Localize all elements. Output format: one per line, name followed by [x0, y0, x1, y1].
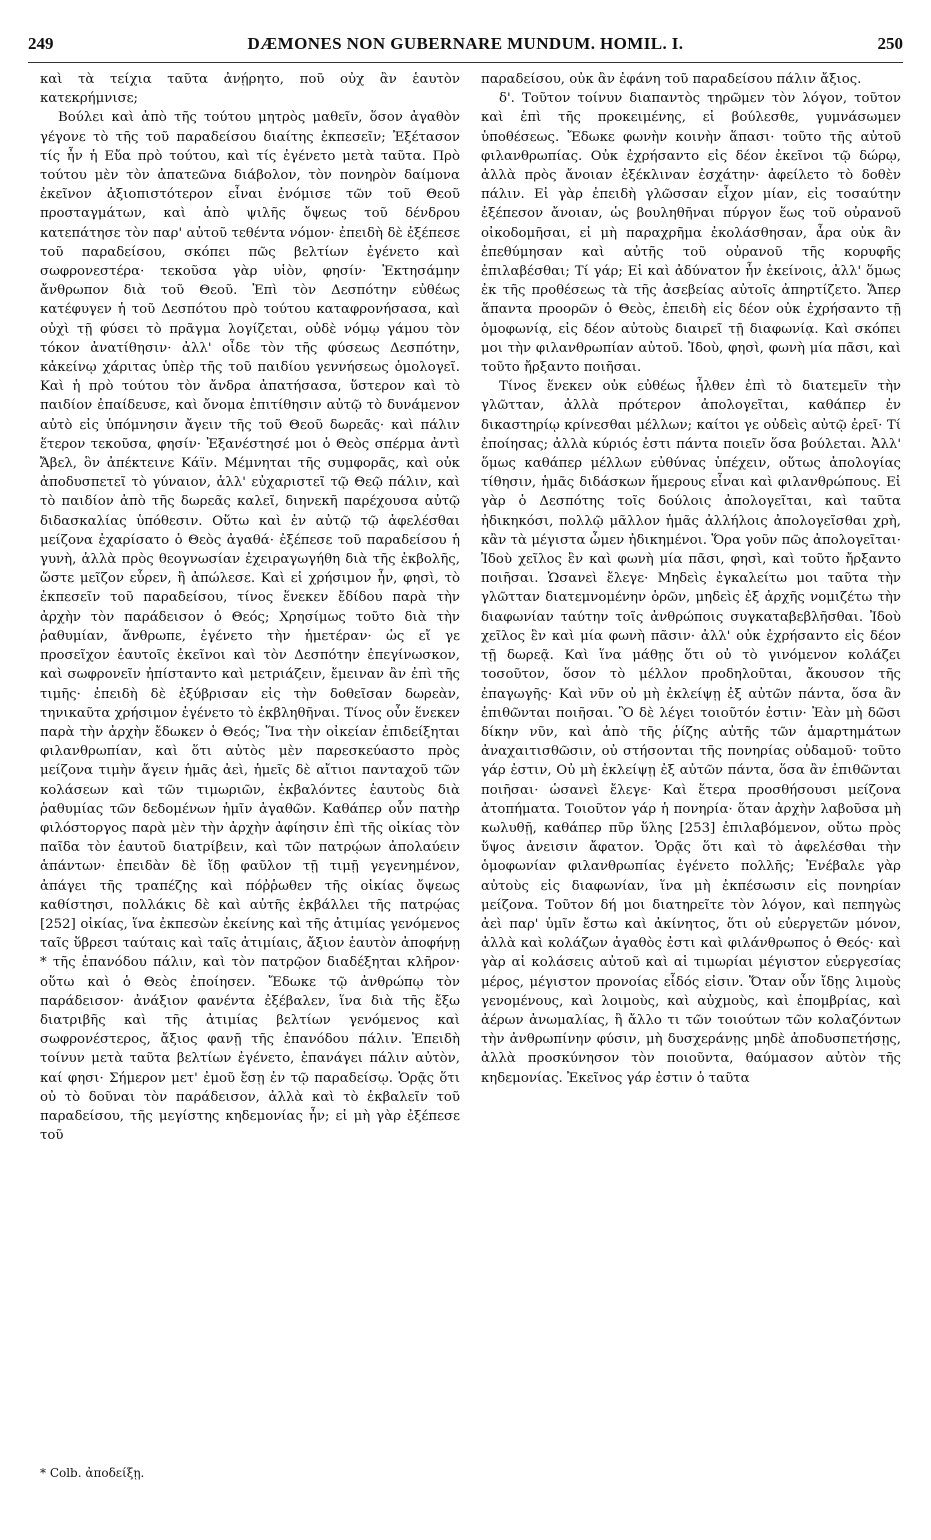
paragraph: Βούλει καὶ ἀπὸ τῆς τούτου μητρὸς μαθεῖν, ὅσον ἀγαθὸν γέγονε τὸ τῆς τοῦ παραδείσου διαίτης ἐκπεσεῖν; Ἐξέτασον τίς ἦν ἡ Εὔα πρὸ τούτου, καὶ τίς ἐγένετο μετὰ ταῦτα. Πρὸ τούτου μὲν τὸν ἀπατεῶνα διάβολον, τὸν πονηρὸν δαίμονα ἐκεῖνον ἀξιοπιστότερον εἶναι ἐνόμισε τῶν τοῦ Θεοῦ προσταγμάτων, καὶ ἀπὸ ψιλῆς ὄψεως τοῦ δένδρου κατεπάτησε τὸν παρ' αὐτοῦ τεθέντα νόμον· ἐπειδὴ δὲ ἐξέπεσε τοῦ παραδείσου, σκόπει πῶς βελτίων ἐγένετο καὶ σωφρονεστέρα· τεκοῦσα γὰρ υἱὸν, φησίν· Ἐκτησάμην ἄνθρωπον διὰ τοῦ Θεοῦ. Ἐπὶ τὸν Δεσπότην εὐθέως κατέφυγεν ἡ τοῦ Δεσπότου πρὸ τούτου καταφρονήσασα, καὶ οὐχὶ τῇ φύσει τὸ πρᾶγμα λογίζεται, οὐδὲ νόμῳ γάμου τὸν τόκον ἀνατίθησιν· ἀλλ' οἶδε τὸν τῆς φύσεως Δεσπότην, κἀκείνῳ χάριτας ὑπὲρ τῆς τοῦ παιδίου γεννήσεως ὁμολογεῖ. Καὶ ἡ πρὸ τούτου τὸν ἄνδρα ἀπατήσασα, ὕστερον καὶ τὸ παιδίον ἐπαίδευσε, καὶ ὄνομα ἐπιτίθησιν αὐτῷ τὸ δυνάμενον αὐτὸ εἰς ὑπόμνησιν ἄγειν τῆς τοῦ Θεοῦ δωρεᾶς· καὶ πάλιν ἕτερον τεκοῦσα, φησίν· Ἐξανέστησέ μοι ὁ Θεὸς σπέρμα ἀντὶ Ἄβελ, ὃν ἀπέκτεινε Κάϊν. Μέμνηται τῆς συμφορᾶς, καὶ οὐκ ἀποδυσπετεῖ τὸ γύναιον, ἀλλ' εὐχαριστεῖ τῷ Θεῷ πάλιν, καὶ τὸ παιδίον ἀπὸ τῆς δωρεᾶς καλεῖ, διηνεκῆ παρέχουσα αὐτῷ διδασκαλίας ὑπόθεσιν. Οὕτω καὶ ἐν αὐτῷ τῷ ἀφελέσθαι μείζονα ἐχαρίσατο ὁ Θεὸς ἀγαθά· ἐξέπεσε τοῦ παραδείσου ἡ γυνὴ, ἀλλὰ πρὸς θεογνωσίαν ἐχειραγωγήθη διὰ τῆς ἐκβολῆς, ὥστε μεῖζον εὗρεν, ἢ ἀπώλεσε. Καὶ εἰ χρήσιμον ἦν, φησὶ, τὸ ἐκπεσεῖν τοῦ παραδείσου, τίνος ἕνεκεν ἔδίδου παρὰ τὴν ἀρχὴν τὸν παράδεισον ὁ Θεός; Χρησίμως τοῦτο διὰ τὴν ῥαθυμίαν, ἄνθρωπε, ἐγένετο τὴν ἡμετέραν· ὡς εἴ γε προσεῖχον ἑαυτοῖς ἐκεῖνοι καὶ τὸν Δεσπότην ἐπεγίνωσκον, καὶ σωφρονεῖν ἠπίσταντο καὶ μετριάζειν, ἔμειναν ἂν ἐπὶ τῆς τιμῆς· ἐπειδὴ δὲ ἐξύβρισαν εἰς τὴν δοθεῖσαν δωρεὰν, τηνικαῦτα χρήσιμον ἐγένετο τὸ ἐκβληθῆναι. Τίνος οὖν ἕνεκεν παρὰ τὴν ἀρχὴν ἔδωκεν ὁ Θεός; Ἵνα τὴν οἰκείαν ἐπιδείξηται φιλανθρωπίαν, καὶ ὅτι αὐτὸς μὲν παρεσκεύαστο πρὸς μείζονα τιμὴν ἄγειν ἡμᾶς ἀεὶ, ἡμεῖς δὲ αἴτιοι πανταχοῦ τῶν κολάσεων καὶ τῶν τιμωριῶν, ἐκβαλόντες ἑαυτοὺς διὰ ῥαθυμίας τῶν δεδομένων ἡμῖν ἀγαθῶν. Καθάπερ οὖν πατὴρ φιλόστοργος παρὰ μὲν τὴν ἀρχὴν ἀφίησιν ἐπὶ τῆς οἰκίας τὸν παῖδα τὸν ἑαυτοῦ διατρίβειν, καὶ τῶν πατρῴων ἀπολαύειν ἁπάντων· ἐπειδὰν δὲ ἴδῃ φαῦλον τῇ τιμῇ γεγενημένον, ἀπάγει τῆς τραπέζης καὶ πόῤῥωθεν τῆς οἰκίας ὄψεως καθίστησι, πολλάκις δὲ καὶ αὐτῆς ἐκβάλλει τῆς πατρῴας [252] οἰκίας, ἵνα ἐκπεσὼν ἐκείνης καὶ τῆς ἀτιμίας γενόμενος ταῖς ὕβρεσι ταύταις καὶ ταῖς ἀτιμίαις, ἄξιον ἑαυτὸν ἀποφήνῃ * τῆς ἐπανόδου πάλιν, καὶ τὸν πατρῷον διαδέξηται κλῆρον· οὕτω καὶ ὁ Θεὸς ἐποίησεν. Ἔδωκε τῷ ἀνθρώπῳ τὸν παράδεισον· ἀνάξιον φανέντα ἐξέβαλεν, ἵνα διὰ τῆς ἔξω διατριβῆς καὶ τῆς ἀτιμίας βελτίων γενόμενος καὶ σωφρονέστερος, ἄξιος φανῇ τῆς ἐπανόδου πάλιν. Ἐπειδὴ τοίνυν μετὰ ταῦτα βελτίων ἐγένετο, ἐπανάγει πάλιν αὐτὸν, καί φησι· Σήμερον μετ' ἐμοῦ ἔσῃ ἐν τῷ παραδείσῳ. Ὁρᾷς ὅτι οὐ τὸ δοῦναι τὸν παράδεισον, ἀλλὰ καὶ τὸ ἐκβαλεῖν τοῦ παραδείσου, τῆς μεγίστης κηδεμονίας ἦν; εἰ μὴ γὰρ ἐξέπεσε τοῦ	[40, 110, 460, 1144]
running-title: DÆMONES NON GUBERNARE MUNDUM. HOMIL. I.	[247, 34, 684, 53]
paragraph: Τίνος ἕνεκεν οὐκ εὐθέως ἦλθεν ἐπὶ τὸ διατεμεῖν τὴν γλῶτταν, ἀλλὰ πρότερον ἀπολογεῖται, καθάπερ ἐν δικαστηρίῳ κρίνεσθαι μέλλων; καίτοι γε οὐδεὶς αὐτῷ ἐρεῖ· Τί ἐποίησας; ἀλλὰ κύριός ἐστι πάντα ποιεῖν ὅσα βούλεται. Ἀλλ' ὅμως καθάπερ μέλλων εὐθύνας ὑπέχειν, οὕτως ἀπολογίας τίθησιν, ἡμᾶς διδάσκων ἥμερους εἶναι καὶ φιλανθρώπους. Εἰ γὰρ ὁ Δεσπότης τοῖς δούλοις ἀπολογεῖται, καὶ ταῦτα ἠδικηκόσι, πολλῷ μᾶλλον ἡμᾶς ἀλλήλοις ἀπολογεῖσθαι χρὴ, κἂν τὰ μέγιστα ὦμεν ἠδικημένοι. Ὅρα γοῦν πῶς ἀπολογεῖται· Ἰδοὺ χεῖλος ἓν καὶ φωνὴ μία πᾶσι, φησὶ, καὶ τοῦτο ἤρξαντο ποιῆσαι. Ὡσανεὶ ἔλεγε· Μηδεὶς ἐγκαλείτω μοι ταῦτα τὴν γλῶτταν διατεμνομένην ὁρῶν, μηδεὶς ἐξ ἀρχῆς νομιζέτω τὴν διαφωνίαν ταύτην τοῖς ἀνθρώποις συγκαταβεβλῆσθαι. Ἰδοὺ χεῖλος ἓν καὶ μία φωνὴ πᾶσιν· ἀλλ' οὐκ ἐχρήσαντο εἰς δέον τῇ δωρεᾷ. Καὶ ἵνα μάθῃς ὅτι οὐ τὸ γινόμενον κολάζει τοσοῦτον, ὅσον τὸ μέλλον προδηλοῦται, ἄκουσον τῆς ἐπαγωγῆς· Καὶ νῦν οὐ μὴ ἐκλείψῃ ἐξ αὐτῶν πάντα, ὅσα ἂν ἐπιθῶνται ποιῆσαι. Ὃ δὲ λέγει τοιοῦτόν ἐστιν· Ἐὰν μὴ δῶσι δίκην νῦν, καὶ ἀπὸ τῆς ῥίζης αὐτῆς τῶν ἁμαρτημάτων ἀναχαιτισθῶσιν, οὐ στήσονται τῆς πονηρίας οὐδαμοῦ· τοῦτο γάρ ἐστιν, Οὐ μὴ ἐκλείψῃ ἐξ αὐτῶν πάντα, ὅσα ἂν ἐπιθῶνται ποιῆσαι· ὡσανεὶ ἔλεγε· Καὶ ἕτερα προσθήσουσι μείζονα ἀτοπήματα. Τοιοῦτον γάρ ἡ πονηρία· ὅταν ἀρχὴν λαβοῦσα μὴ κωλυθῇ, καθάπερ πῦρ ὕλης [253] ἐπιλαβόμενον, οὕτω πρὸς ὕψος ἀνεισιν ἄφατον. Ὁρᾷς ὅτι καὶ τὸ ἀφελέσθαι τὴν ὁμοφωνίαν φιλανθρωπίας ἐγένετο πολλῆς; Ἐνέβαλε γὰρ αὐτοὺς εἰς διαφωνίαν, ἵνα μὴ ἐκπέσωσιν εἰς πονηρίαν μείζονα. Τοῦτον δή μοι διατηρεῖτε τὸν λόγον, καὶ πεπηγὼς ἀεὶ παρ' ὑμῖν ἔστω καὶ ἀκίνητος, ὅτι οὐ εὐεργετῶν μόνον, ἀλλὰ καὶ κολάζων ἀγαθὸς ἐστι καὶ φιλάνθρωπος ὁ Θεός· καὶ γὰρ αἱ κολάσεις αὐτοῦ καὶ αἱ τιμωρίαι μέγιστον εὐεργεσίας μέρος, μέγιστον προνοίας εἶδός εἰσιν. Ὅταν οὖν ἴδῃς λιμοὺς γενομένους, καὶ λοιμοὺς, καὶ αὐχμοὺς, καὶ ἐπομβρίας, καὶ ἀέρων ἀνωμαλίας, ἢ ἄλλο τι τῶν τοιούτων τῶν κολαζόντων τὴν ἀνθρωπίνην φύσιν, μὴ δυσχεράνῃς μηδὲ ἀποδυσπετήσῃς, ἀλλὰ προσκύνησον τὸν ποιοῦντα, θαύμασον αὐτὸν τῆς κηδεμονίας. Ἐκεῖνος γάρ ἐστιν ὁ ταῦτα	[481, 379, 901, 1086]
left-column	[40, 70, 460, 1145]
paragraph: δ'. Τοῦτον τοίνυν διαπαντὸς τηρῶμεν τὸν λόγον, τοῦτον καὶ ἐπὶ τῆς προκειμένης, εἰ βούλεσθε, γυμνάσωμεν ὑποθέσεως. Ἔδωκε φωνὴν κοινὴν ἅπασι· τοῦτο τῆς αὐτοῦ φιλανθρωπίας. Οὐκ ἐχρήσαντο εἰς δέον ἐκεῖνοι τῷ δώρῳ, ἀλλὰ πρὸς ἄνοιαν ἐξέκλιναν ἐσχάτην· ἀφείλετο τὸ δοθὲν πάλιν. Εἰ γὰρ ἐπειδὴ γλῶσσαν εἶχον μίαν, εἰς τοσαύτην ἐξέπεσον ἄνοιαν, ὡς βουληθῆναι πύργον ἕως τοῦ οὐρανοῦ οἰκοδομῆσαι, εἰ μὴ παραχρῆμα ἐκολάσθησαν, ἆρα οὐκ ἂν ἐπεθύμησαν καὶ αὐτῆς τοῦ οὐρανοῦ τῆς κορυφῆς ἐπιλαβέσθαι; Τί γάρ; Εἰ καὶ ἀδύνατον ἦν ἐκείνοις, ἀλλ' ὅμως ἐκ τῆς προθέσεως τὰ τῆς ἀσεβείας αὐτοῖς ἀπηρτίζετο. Ἅπερ ἅπαντα προορῶν ὁ Θεὸς, ἐπειδὴ εἰς δέον οὐκ ἐχρήσαντο τῇ ὁμοφωνίᾳ, εἰς δέον αὐτοὺς διαιρεῖ τῇ διαφωνίᾳ. Καὶ σκόπει μοι τὴν φιλανθρωπίαν αὐτοῦ. Ἰδοὺ, φησὶ, φωνὴ μία πᾶσι, καὶ τοῦτο ἤρξαντο ποιῆσαι.	[481, 91, 901, 376]
header-rule	[28, 62, 903, 63]
paragraph: καὶ τὰ τείχια ταῦτα ἀνῄρητο, ποῦ οὐχ ἂν ἑαυτὸν κατεκρήμνισε;	[40, 72, 460, 107]
paragraph: παραδείσου, οὐκ ἂν ἐφάνη τοῦ παραδείσου πάλιν ἄξιος.	[481, 72, 862, 87]
right-column	[481, 70, 901, 1088]
footnote-text: * Colb. ἀποδείξῃ.	[40, 1466, 145, 1480]
running-header	[28, 34, 903, 60]
page-number-right: 250	[877, 34, 903, 53]
footnote	[40, 1466, 460, 1480]
page-number-left: 249	[28, 34, 54, 53]
